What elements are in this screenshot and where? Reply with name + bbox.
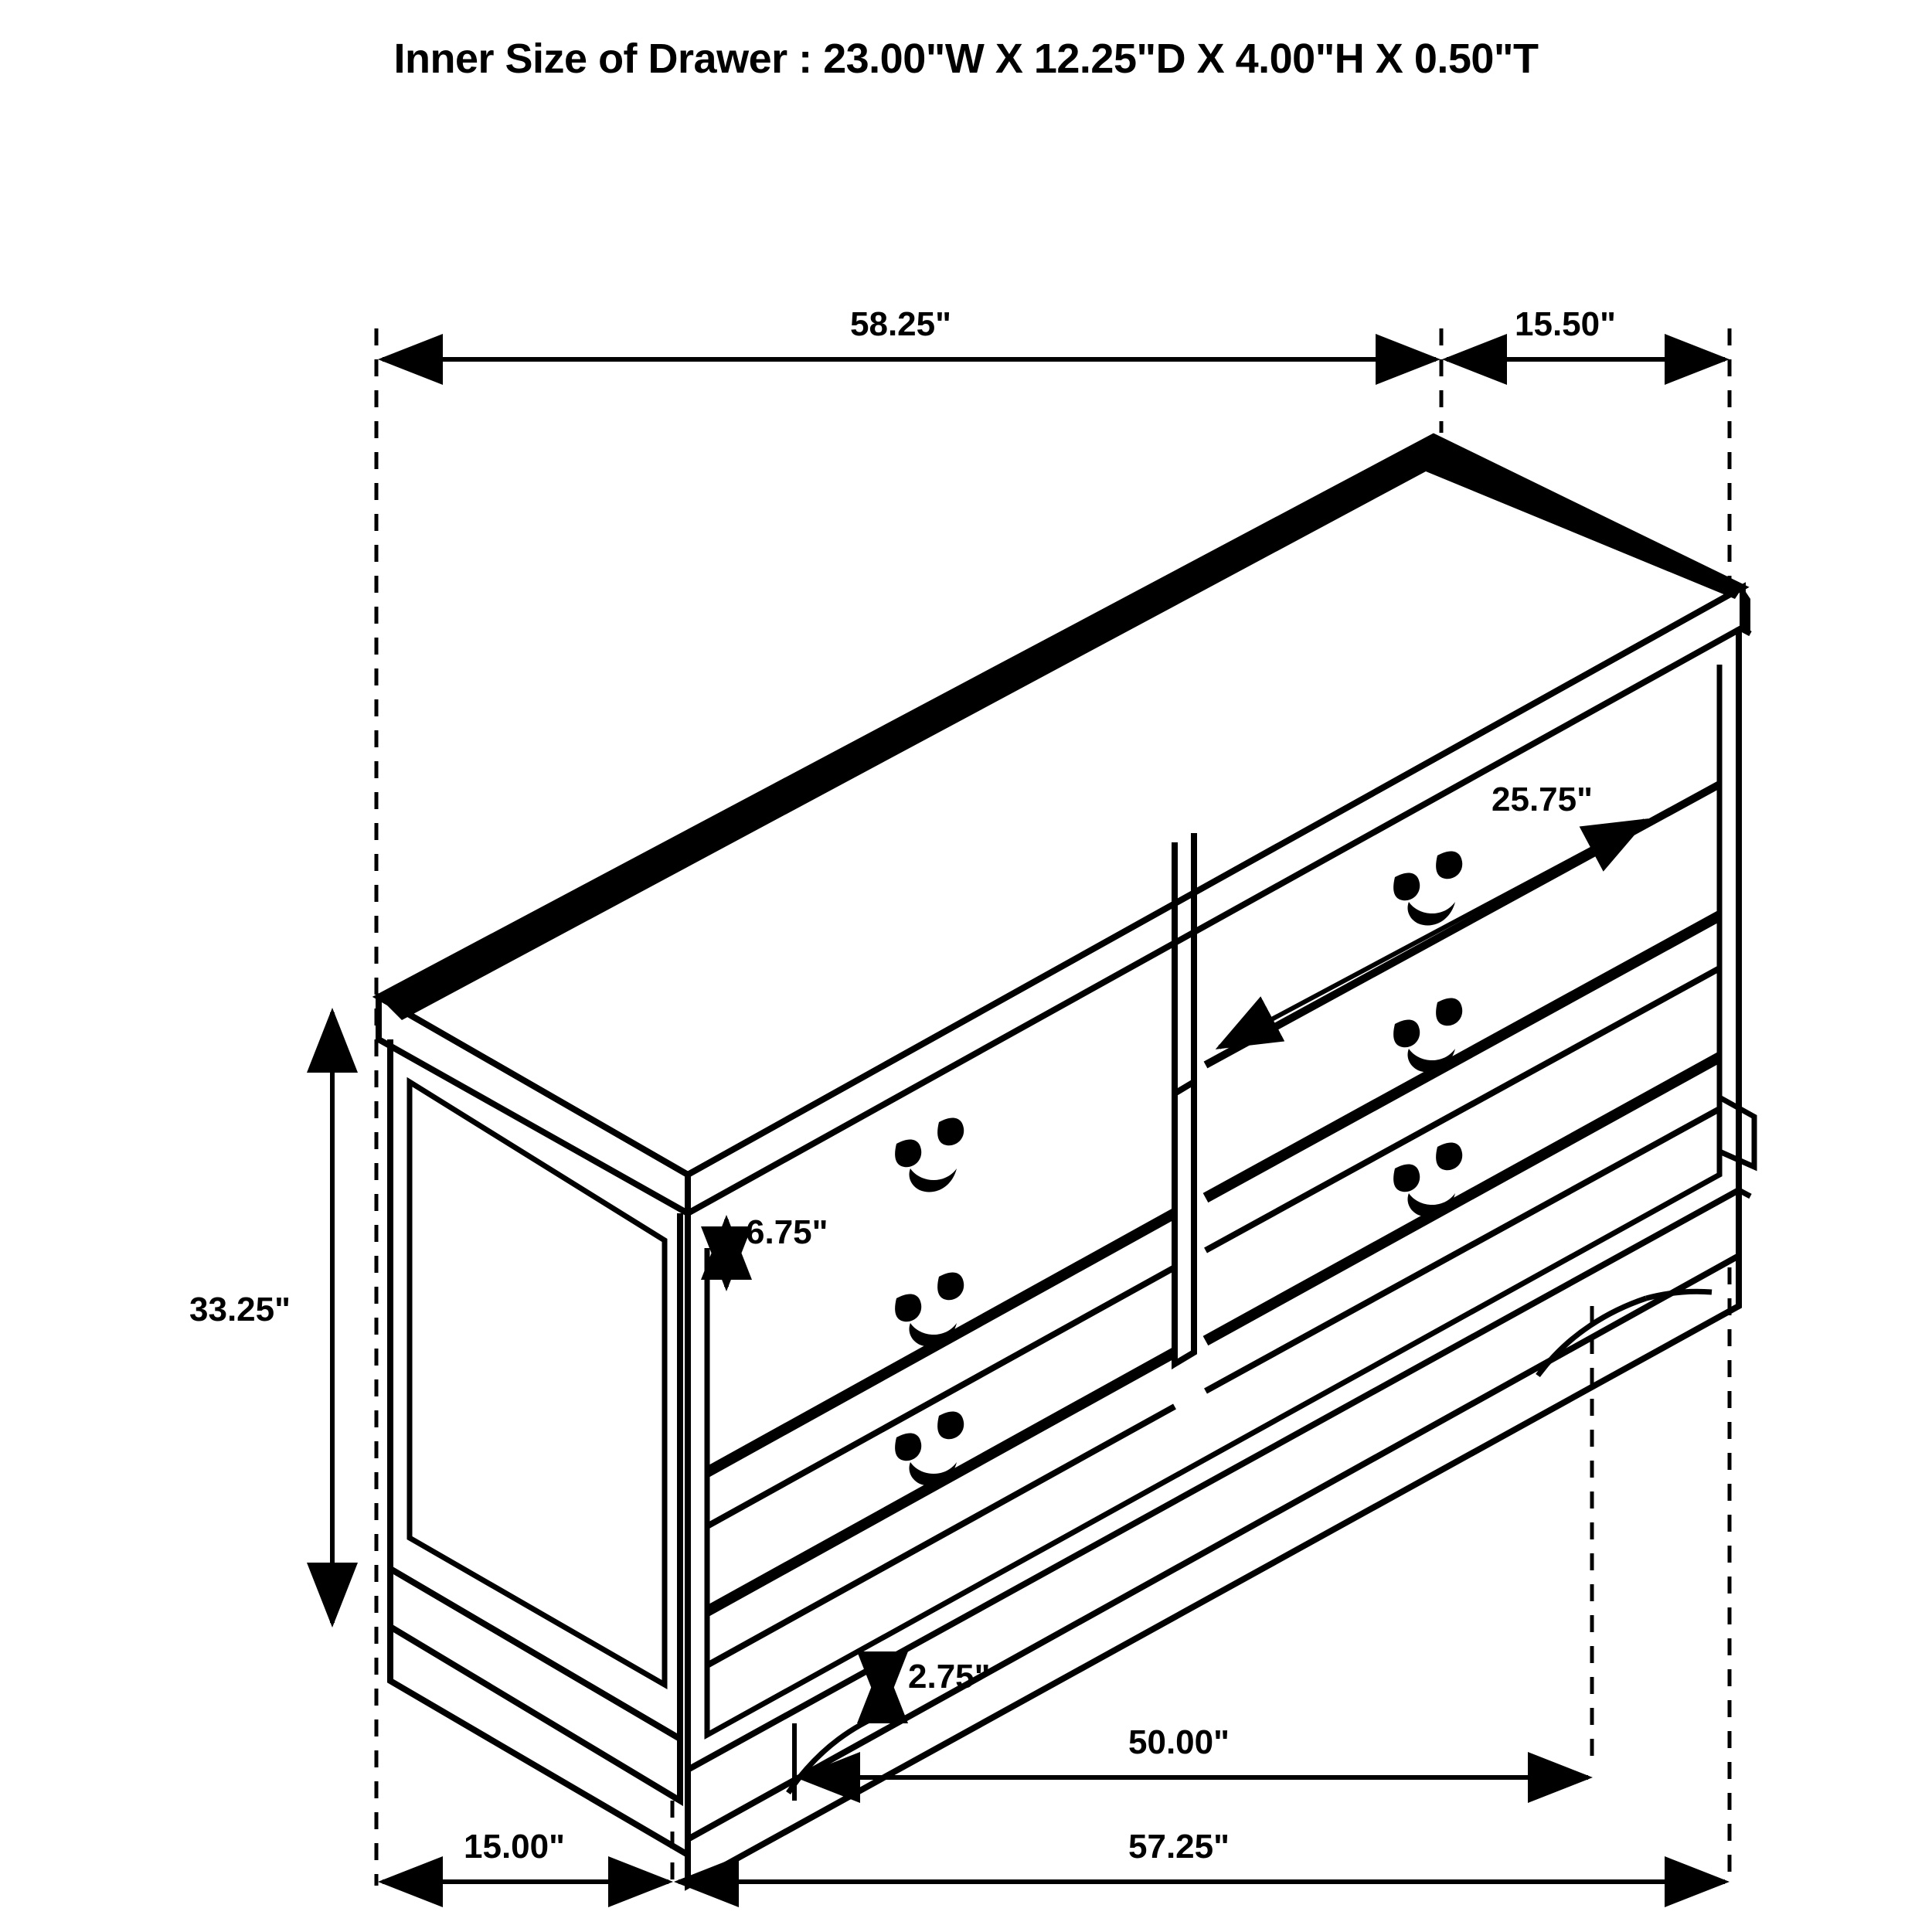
dimension-label-overall-height: 33.25"	[189, 1291, 291, 1328]
dresser-body	[379, 437, 1754, 1886]
dimension-label-drawer-diagonal: 25.75"	[1492, 781, 1593, 818]
dimension-label-front-width: 57.25"	[1128, 1828, 1230, 1866]
dimension-label-side-depth: 15.00"	[464, 1828, 565, 1866]
dimension-label-top-width: 58.25"	[850, 305, 951, 343]
dimension-label-base-width: 50.00"	[1128, 1723, 1230, 1761]
extension-lines	[376, 328, 1730, 1886]
dimension-label-top-depth: 15.50"	[1515, 305, 1616, 343]
dimension-label-base-clearance: 2.75"	[908, 1658, 991, 1696]
page-title: Inner Size of Drawer : 23.00"W X 12.25"D X 4.00"H X 0.50"T	[393, 36, 1539, 82]
dimension-label-drawer-face-height: 6.75"	[746, 1213, 828, 1251]
